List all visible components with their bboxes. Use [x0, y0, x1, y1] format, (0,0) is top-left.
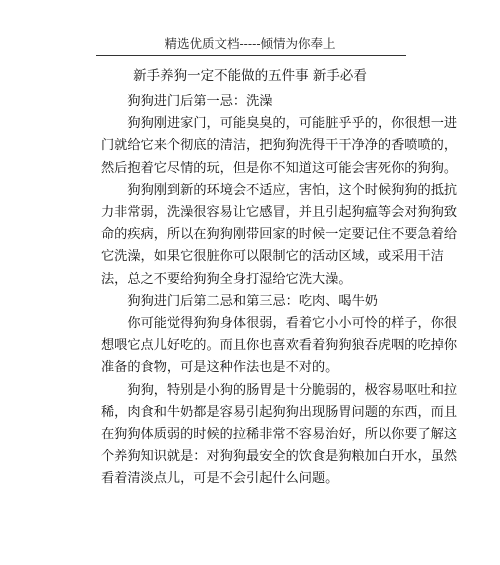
text-line: 准备的食物，可是这种作法也是不对的。	[101, 360, 339, 376]
paragraph	[101, 113, 458, 180]
text-line: 命的疾病，所以在狗狗刚带回家的时候一定要记住不要急着给	[101, 227, 458, 243]
text-line: 狗狗进门后第二忌和第三忌：吃肉、喝牛奶	[127, 293, 378, 309]
text-line: 狗狗刚进家门，可能臭臭的，可能脏乎乎的，你很想一进	[127, 116, 458, 132]
document-title: 新手养狗一定不能做的五件事 新手必看	[133, 68, 367, 84]
paragraph	[101, 91, 411, 113]
paragraph	[101, 313, 458, 380]
paragraph	[101, 291, 411, 313]
text-line: 个养狗知识就是：对狗狗最安全的饮食是狗粮加白开水，虽然	[101, 449, 458, 465]
text-line: 法，总之不要给狗狗全身打湿给它洗大澡。	[101, 271, 352, 287]
text-line: 然后抱着它尽情的玩，但是你不知道这可能会害死你的狗狗。	[101, 160, 458, 176]
text-line: 想喂它点儿好吃的。而且你也喜欢看着狗狗狼吞虎咽的吃掉你	[101, 338, 458, 354]
header-divider	[96, 55, 406, 56]
text-line: 看着清淡点儿，可是不会引起什么问题。	[101, 471, 339, 487]
text-line: 稀，肉食和牛奶都是容易引起狗狗出现肠胃问题的东西，而且	[101, 404, 458, 420]
page-header: 精选优质文档-----倾情为你奉上	[164, 36, 336, 51]
text-line: 狗狗进门后第一忌：洗澡	[127, 94, 273, 109]
text-line: 门就给它来个彻底的清洁，把狗狗洗得干干净净的香喷喷的，	[101, 138, 458, 154]
paragraph	[101, 380, 458, 491]
text-line: 狗狗，特别是小狗的肠胃是十分脆弱的，极容易呕吐和拉	[127, 382, 458, 398]
text-line: 狗狗刚到新的环境会不适应，害怕，这个时候狗狗的抵抗	[127, 182, 458, 198]
paragraph	[101, 180, 458, 291]
text-line: 你可能觉得狗狗身体很弱，看着它小小可怜的样子，你很	[127, 316, 458, 332]
text-line: 它洗澡，如果它很脏你可以限制它的活动区域，或采用干洁	[101, 249, 444, 265]
document-body	[101, 91, 458, 491]
text-line: 力非常弱，洗澡很容易让它感冒，并且引起狗瘟等会对狗狗致	[101, 205, 458, 221]
text-line: 在狗狗体质弱的时候的拉稀非常不容易治好，所以你要了解这	[101, 427, 458, 443]
